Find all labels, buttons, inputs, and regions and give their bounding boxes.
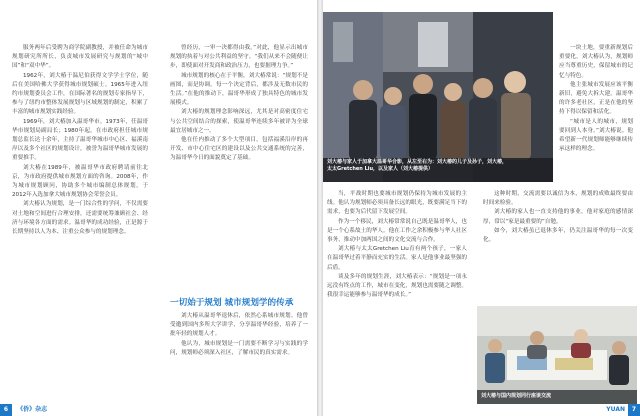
- paragraph: 这种时期，交流需要以诚信为本，规划的成败最终要由时间来检验。: [483, 191, 633, 207]
- paragraph: 1962年，刘大椿于温尼伯获得文学学士学位，随后在美国哈佛大学获得城市规划硕士。1965年进入纽约市规划委员会工作，在国际著名的规划专家指导下，参与了纽约市整体发展规划与区域规划的制定，积累了丰富的城市规划实践经验。: [12, 72, 148, 116]
- page-number: 6: [0, 404, 12, 416]
- paragraph: 刘大椿的规划理念影响深远，尤其是对高密度住宅与公共空间结合的探索，使温哥华连续多年被评为全球最宜居城市之一。: [170, 109, 308, 134]
- paragraph: 一块土地，要重新规划后重要化，刘大椿认为，规划师应当尊重历史，保留城市的记忆与特色。: [559, 45, 633, 79]
- right-page-footer: [323, 404, 640, 416]
- paragraph: 城市规划的核心在于平衡，刘大椿常说：“规划不是画图，而是协调。每一个决定背后，都涉及无数市民的生活。”在他的推动下，温哥华形成了独具特色的城市发展模式。: [170, 72, 308, 107]
- left-page-footer: [0, 404, 317, 416]
- left-page-column-1: [12, 44, 148, 399]
- magazine-name: 《侨》杂志: [17, 406, 48, 413]
- meeting-photo-image: [477, 306, 637, 404]
- paragraph: 服务两年后受聘为商学院副教授，并被任命为城市规划研究所所长，负责城市发展研究与规划的“城中国”和“双中华”。: [12, 45, 148, 70]
- paragraph: 当，平战时期也要城市规划仍保持为城市发展的主线。他认为规划师必须具备长远的眼光，既要满足当下的需求，也要为后代留下发展空间。: [327, 191, 467, 216]
- left-page-column-2-continued: [170, 312, 308, 398]
- paragraph: 刘大椿从温哥华退休后，依然心系城市规划。他曾受邀到国内多所大学讲学，分享温哥华经验，培养了一批年轻的规划人才。: [170, 313, 308, 338]
- paragraph: 如今，刘大椿虽已退休多年，仍关注温哥华的每一次变化。: [483, 227, 633, 244]
- right-page-column-1: [327, 190, 467, 398]
- page-number: 7: [628, 404, 640, 416]
- paragraph: 他认为，城市规划是一门需要不断学习与实践的学问，规划师必须深入社区，了解市民的真实需求。: [170, 340, 308, 356]
- left-page-column-2: [170, 44, 308, 190]
- meeting-photo: [477, 306, 637, 404]
- paragraph: 刘大椿在1989年，被温哥华市政府聘请前往北京，为市政府提供城市规划方面的咨询。2008年，作为城市规划顾问，协助多个城市编制总体规划，于2012年入选加拿大城市规划协会荣誉会员。: [12, 164, 148, 199]
- section-heading: 一切始于规划 城市规划学的传承: [170, 298, 294, 308]
- meeting-photo-caption: 刘大椿与国内规划同行座谈交流: [481, 393, 552, 399]
- family-photo-caption: [327, 159, 549, 173]
- paragraph: 作为一个移民，刘大椿常常说自己既是温哥华人，也是一个心系故土的华人。他在工作之余积极参与华人社区事务，推动中加两国之间的文化交流与合作。: [327, 218, 467, 244]
- paragraph: 谈及多年的规划生涯，刘大椿表示：“规划是一项永远没有终点的工作，城市在变化，规划也需要随之调整。我很幸运能够参与温哥华的成长。”: [327, 273, 467, 299]
- paragraph: 他主张城市发展应该平衡新旧，避免大拆大建。温哥华的许多老社区，正是在他的坚持下得以保留和活化。: [559, 81, 633, 116]
- paragraph: 1969年，刘大椿加入温哥华市。1973年，任温哥华市规划局副局长；1980年起，在市政府担任城市规划总监长达十余年，主持了温哥华城市中心区、福溪南岸以及多个社区的规划设计，被誉为温哥华城市发展的重要推手。: [12, 118, 148, 162]
- right-page-column-2: [483, 190, 633, 302]
- right-page: [323, 0, 640, 416]
- magazine-name: YUAN: [606, 406, 625, 413]
- left-page: [0, 0, 317, 416]
- family-photo: [323, 12, 553, 182]
- paragraph: “城市是人的城市，规划要回到人本身。”刘大椿说。他希望新一代规划师能够继续传承这样的理念。: [559, 118, 633, 153]
- caption-line: 太太Gretchen Liu，以及家人（刘大椿提供）: [327, 166, 434, 172]
- right-page-column-3: [559, 44, 633, 190]
- paragraph: 刘大椿与太太Gretchen Liu育有两个孩子，一家人在温哥华过着平静而充实的生活。家人是他事业最坚强的后盾。: [327, 246, 467, 271]
- caption-line: 刘大椿与家人于加拿大温哥华合影，从左至右为：刘大椿的儿子及孙子，刘大椿，: [327, 159, 508, 165]
- paragraph: 曾经历，一审一决都得由我。”对此，他显示出城市规划的执着与对公共利益的坚守。“我们从来不会随便让步，即使面对开发商和政治压力，也要据理力争。”: [170, 45, 308, 70]
- paragraph: 他在任内推动了多个大型项目，包括福溪沿岸的再开发、市中心住宅区的建设以及公共交通系统的完善，为温哥华今日的面貌奠定了基础。: [170, 137, 308, 162]
- paragraph: 刘大椿认为规划，是一门综合性的学问，不仅需要对土地和空间进行合理安排，还需要统筹兼顾社会、经济与环境各方面的需求。温哥华的成功经验，正是源于长期坚持以人为本、注重公众参与的规划理念。: [12, 201, 148, 236]
- paragraph: 刘大椿的家人也一直支持他的事业，他对家庭的感情深厚，常以“家是最重要的”自勉。: [483, 209, 633, 225]
- family-photo-image: [323, 12, 553, 182]
